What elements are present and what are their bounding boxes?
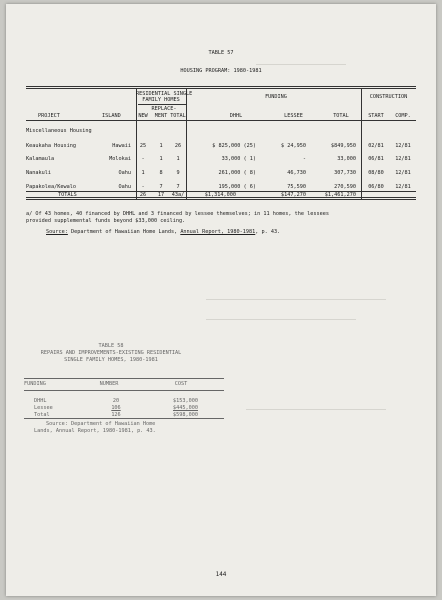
- col-header-island: ISLAND: [102, 113, 121, 119]
- table58-row-number: 20: [112, 398, 120, 404]
- row-project: Miscellaneous Housing: [26, 128, 92, 134]
- row-start: 08/80: [368, 170, 384, 176]
- col-header-project: PROJECT: [38, 113, 60, 119]
- row-lessee: 75,590: [287, 184, 306, 190]
- row-start: 06/80: [368, 184, 384, 190]
- row-lessee: -: [302, 156, 306, 162]
- col-divider: [361, 88, 362, 199]
- table58-top-rule: [24, 378, 224, 379]
- totals-lessee: $147,270: [281, 192, 306, 198]
- table58-row-cost: $445,000: [173, 405, 198, 411]
- row-repl: 1: [159, 156, 163, 162]
- show-through-mark: [206, 319, 356, 320]
- table57-header-rule: [26, 120, 416, 121]
- show-through-mark: [246, 409, 386, 410]
- row-island: Molokai: [109, 156, 131, 162]
- source-page: , p. 43.: [255, 229, 281, 235]
- residential-subrule: [138, 104, 186, 105]
- row-dhhl: $ 825,000 (25): [212, 143, 256, 149]
- col-header-new: NEW: [138, 113, 148, 119]
- col-header-dhhl: DHHL: [229, 113, 243, 119]
- table58-title: TABLE 58: [98, 343, 124, 349]
- document-page: [6, 4, 436, 596]
- table57-bottom-rule-double: [26, 199, 416, 200]
- table58-row-number: 106: [111, 405, 121, 411]
- table58-row-cost: $153,000: [173, 398, 198, 404]
- table57-top-rule: [26, 86, 416, 87]
- totals-label: TOTALS: [58, 192, 77, 198]
- row-dhhl: 33,000 ( 1): [221, 156, 256, 162]
- row-comp: 12/81: [395, 143, 411, 149]
- source-text: Department of Hawaiian Home Lands,: [71, 229, 178, 235]
- row-total: 26: [174, 143, 182, 149]
- row-total: 9: [176, 170, 180, 176]
- col-header-total: TOTAL: [170, 113, 186, 119]
- totals-dhhl: $1,314,000: [204, 192, 236, 198]
- table57-footnote-line1: a/ Of 43 homes, 40 financed by DHHL and 3 financed by lessee themselves; in 11 homes, the lessees: [26, 211, 329, 217]
- table58-col-number: NUMBER: [99, 381, 119, 387]
- table58-row-funding: Lessee: [34, 405, 53, 411]
- show-through-mark: [206, 299, 386, 300]
- row-island: Oahu: [118, 170, 131, 176]
- table58-col-cost: COST: [174, 381, 188, 387]
- row-project: Keaukaha Housing: [26, 143, 76, 149]
- row-dhhl: 195,000 ( 6): [218, 184, 256, 190]
- table58-row-funding: DHHL: [34, 398, 47, 404]
- col-header-start: START: [368, 113, 384, 119]
- row-repl: 8: [159, 170, 163, 176]
- row-start: 06/81: [368, 156, 384, 162]
- col-header-fund-total: TOTAL: [333, 113, 349, 119]
- row-comp: 12/81: [395, 156, 411, 162]
- totals-new: 26: [139, 192, 147, 198]
- source-report: Annual Report, 1980-1981: [180, 229, 256, 235]
- row-new: 1: [141, 170, 145, 176]
- col-header-lessee: LESSEE: [284, 113, 303, 119]
- table57-subtitle: HOUSING PROGRAM: 1980-1981: [180, 68, 262, 74]
- col-header-comp: COMP.: [395, 113, 411, 119]
- table57-source: [46, 229, 280, 235]
- table57-title: TABLE 57: [208, 50, 234, 56]
- row-dhhl: 261,000 ( 8): [218, 170, 256, 176]
- table57-footnote-line2: provided supplemental funds beyond $33,000 ceiling.: [26, 218, 186, 224]
- row-total: 7: [176, 184, 180, 190]
- table58-bottom-rule: [24, 418, 224, 419]
- table58-header-rule: [24, 390, 224, 391]
- group-header-construction: CONSTRUCTION: [369, 94, 408, 100]
- table58-col-funding: FUNDING: [24, 381, 46, 387]
- group-header-funding: FUNDING: [265, 94, 287, 100]
- row-comp: 12/81: [395, 184, 411, 190]
- table58-row-number: 126: [111, 412, 121, 418]
- row-new: -: [141, 184, 145, 190]
- row-repl: 1: [159, 143, 163, 149]
- table57-top-rule-double: [26, 88, 416, 89]
- row-project: Papakolea/Kewalo: [26, 184, 76, 190]
- col-header-ment: MENT: [154, 113, 168, 119]
- row-start: 02/81: [368, 143, 384, 149]
- totals-repl: 17: [157, 192, 165, 198]
- row-fund-total: 307,730: [334, 170, 356, 176]
- row-new: -: [141, 156, 145, 162]
- row-total: 1: [176, 156, 180, 162]
- page-number: 144: [215, 571, 227, 578]
- show-through-mark: [256, 64, 346, 65]
- table58-subtitle-1: REPAIRS AND IMPROVEMENTS-EXISTING RESIDENTIAL: [40, 350, 182, 356]
- row-island: Oahu: [118, 184, 131, 190]
- row-fund-total: 270,590: [334, 184, 356, 190]
- row-island: Hawaii: [112, 143, 131, 149]
- row-comp: 12/81: [395, 170, 411, 176]
- row-repl: 7: [159, 184, 163, 190]
- table58-source-line2: Lands, Annual Report, 1980-1981, p. 43.: [34, 428, 156, 434]
- group-header-residential-2: FAMILY HOMES: [142, 97, 180, 103]
- row-lessee: 46,730: [287, 170, 306, 176]
- totals-fund-total: $1,461,270: [324, 192, 356, 198]
- row-lessee: $ 24,950: [281, 143, 306, 149]
- table58-subtitle-2: SINGLE FAMILY HOMES, 1980-1981: [64, 357, 158, 363]
- table58-row-funding: Total: [34, 412, 50, 418]
- totals-total: 43a/: [171, 192, 185, 198]
- group-header-residential: RESIDENTIAL SINGLE: [136, 91, 193, 97]
- col-header-replace: REPLACE-: [151, 106, 177, 112]
- table58-row-cost: $598,000: [173, 412, 198, 418]
- row-project: Nanakuli: [26, 170, 51, 176]
- table58-source-line1: Source: Department of Hawaiian Home: [46, 421, 156, 427]
- row-new: 25: [139, 143, 147, 149]
- row-project: Kalamaula: [26, 156, 55, 162]
- row-fund-total: 33,000: [337, 156, 356, 162]
- source-label: Source:: [46, 229, 68, 235]
- row-fund-total: $849,950: [331, 143, 356, 149]
